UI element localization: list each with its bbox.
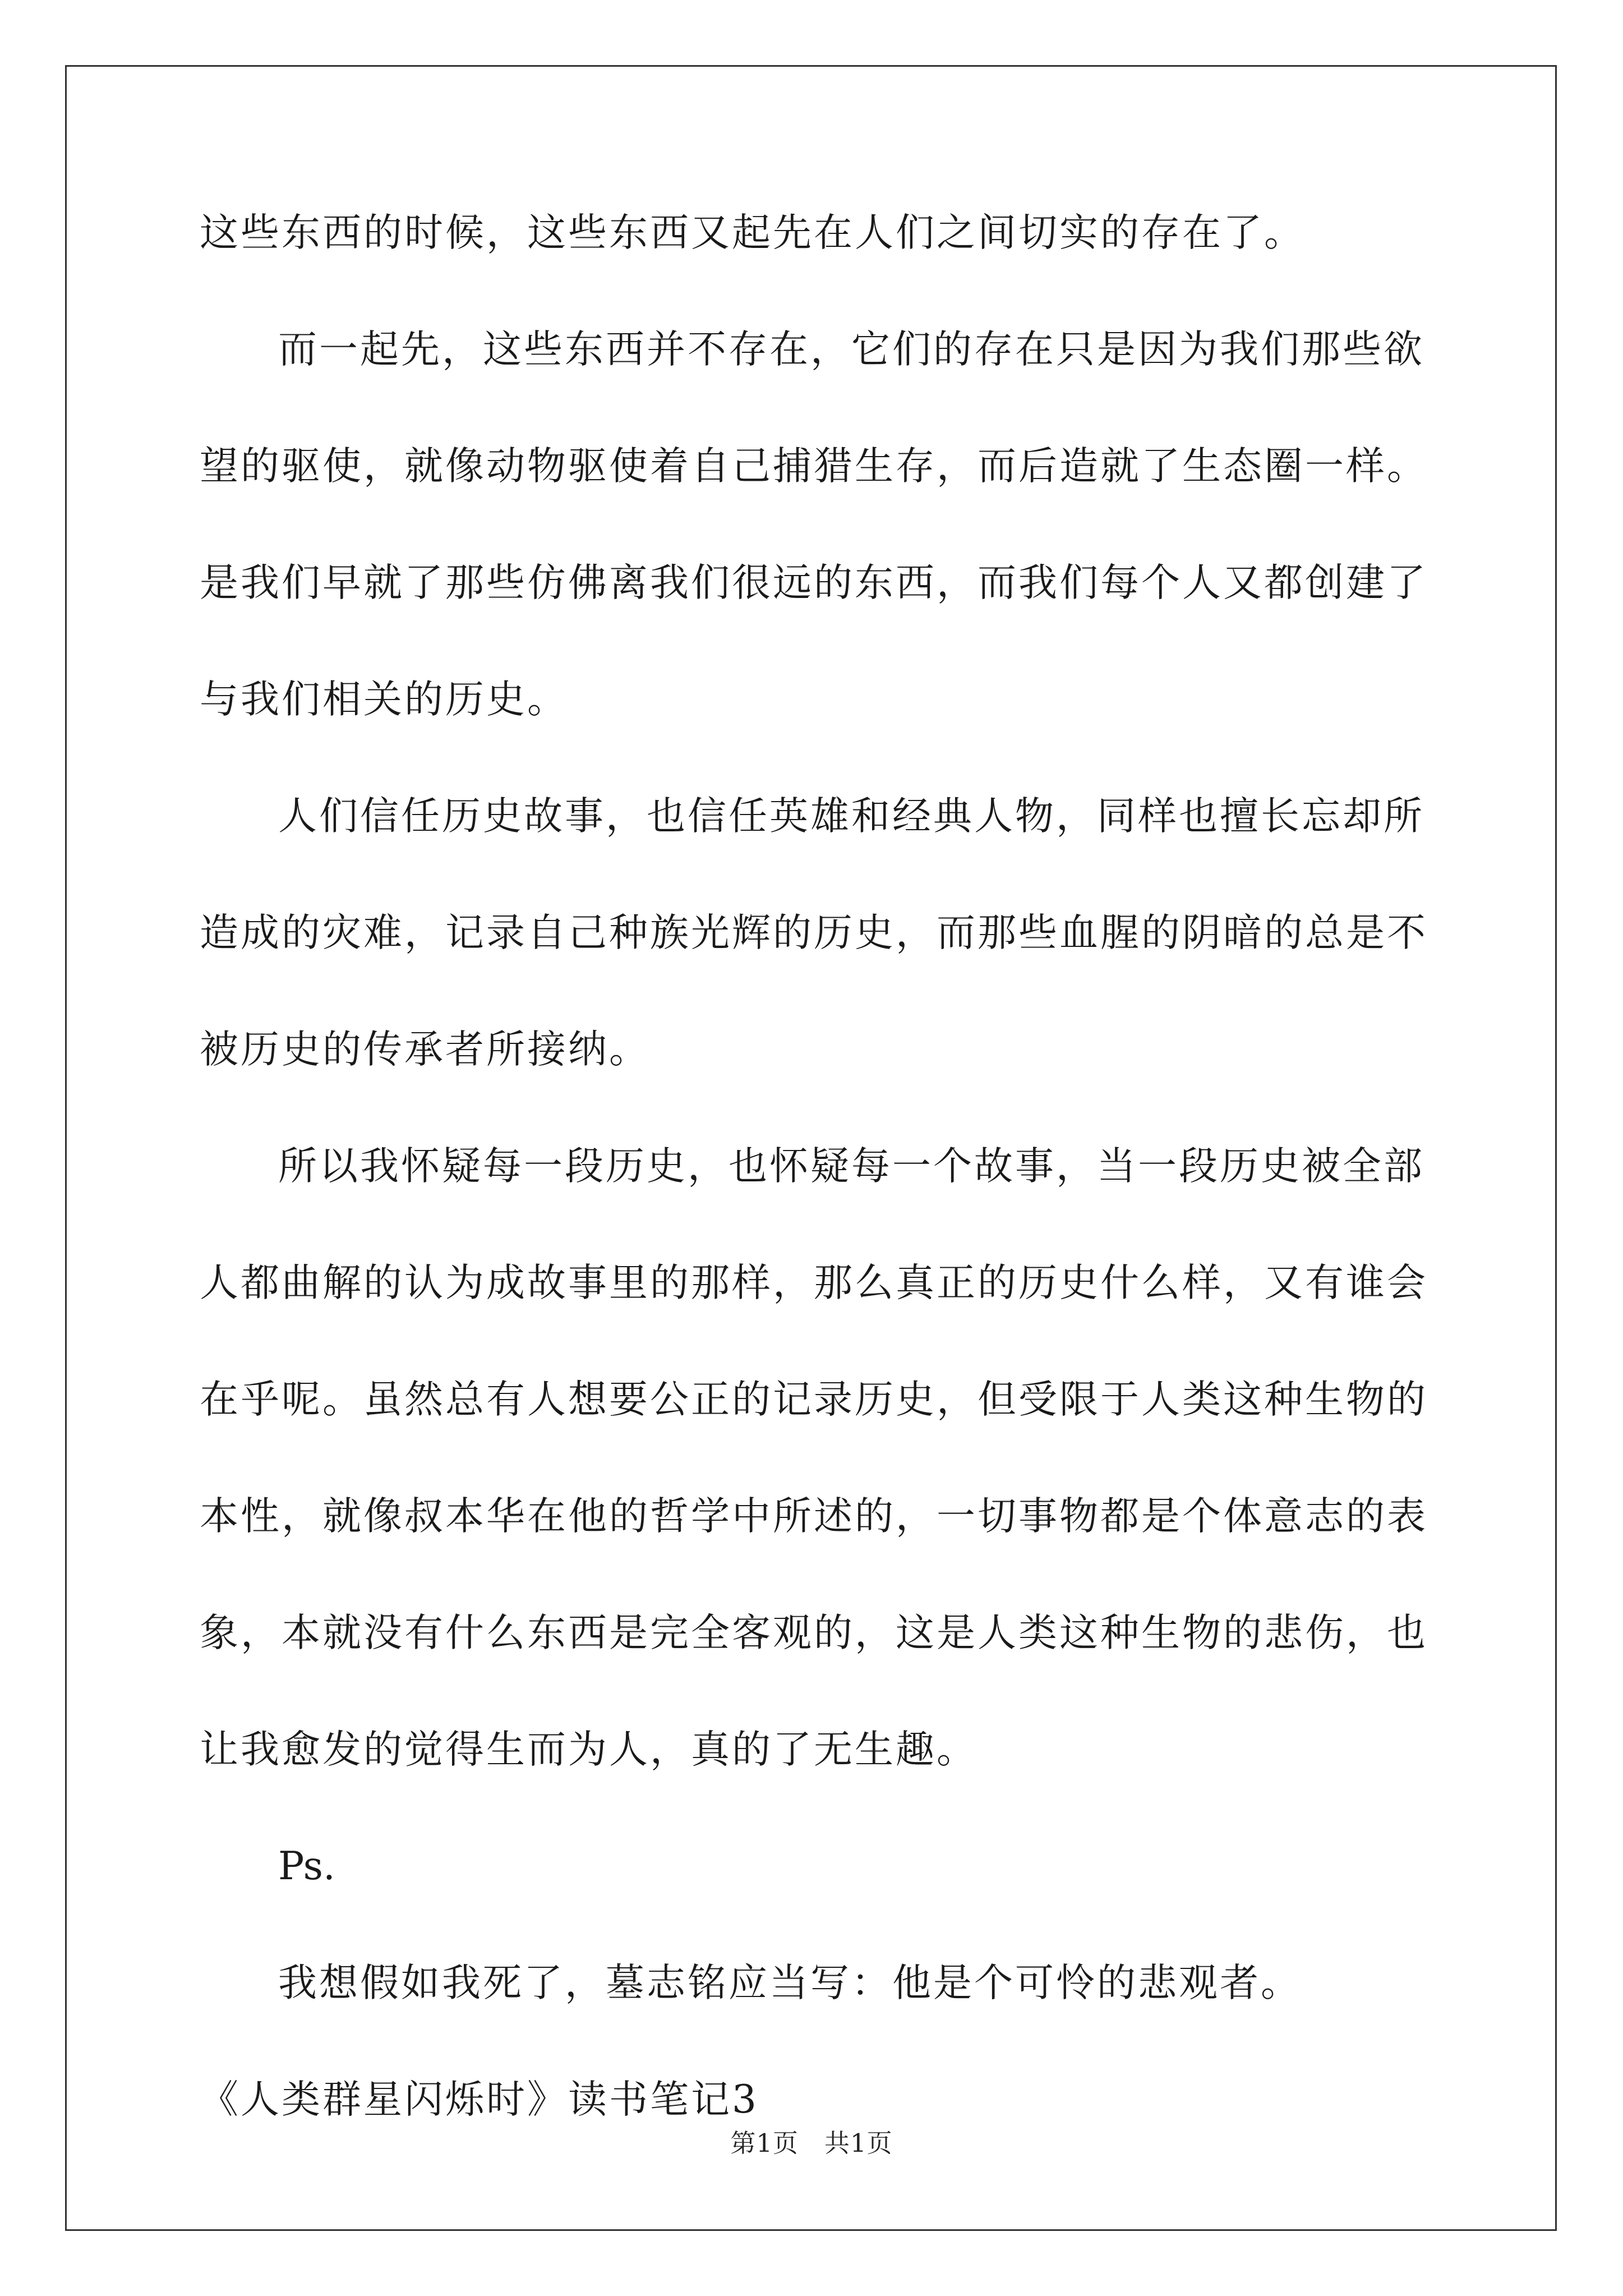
section-heading: 《人类群星闪烁时》读书笔记3 xyxy=(200,2077,759,2122)
body-line: 我想假如我死了，墓志铭应当写：他是个可怜的悲观者。 xyxy=(278,1961,1302,2005)
document-body xyxy=(200,210,1428,2197)
body-line: 而一起先，这些东西并不存在，它们的存在只是因为我们那些欲 xyxy=(278,327,1424,372)
body-line: 象，本就没有什么东西是完全客观的，这是人类这种生物的悲伤，也 xyxy=(200,1611,1428,1655)
body-line: 所以我怀疑每一段历史，也怀疑每一个故事，当一段历史被全部 xyxy=(278,1144,1424,1189)
body-line: 本性，就像叔本华在他的哲学中所述的，一切事物都是个体意志的表 xyxy=(200,1494,1428,1539)
body-line: 人们信任历史故事，也信任英雄和经典人物，同样也擅长忘却所 xyxy=(278,794,1424,839)
body-line: 造成的灾难，记录自己种族光辉的历史，而那些血腥的阴暗的总是不 xyxy=(200,910,1428,955)
body-line: 这些东西的时候，这些东西又起先在人们之间切实的存在了。 xyxy=(200,210,1305,255)
body-line: 让我愈发的觉得生而为人，真的了无生趣。 xyxy=(200,1727,978,1772)
ps-line: Ps. xyxy=(278,1844,335,1889)
body-line: 被历史的传承者所接纳。 xyxy=(200,1027,650,1072)
body-line: 人都曲解的认为成故事里的那样，那么真正的历史什么样，又有谁会 xyxy=(200,1260,1428,1305)
page-footer: 第1页 共1页 xyxy=(730,2128,893,2158)
body-line: 是我们早就了那些仿佛离我们很远的东西，而我们每个人又都创建了 xyxy=(200,560,1428,605)
body-line: 与我们相关的历史。 xyxy=(200,677,568,722)
body-line: 望的驱使，就像动物驱使着自己捕猎生存，而后造就了生态圈一样。 xyxy=(200,444,1428,489)
body-line: 在乎呢。虽然总有人想要公正的记录历史，但受限于人类这种生物的 xyxy=(200,1377,1428,1422)
